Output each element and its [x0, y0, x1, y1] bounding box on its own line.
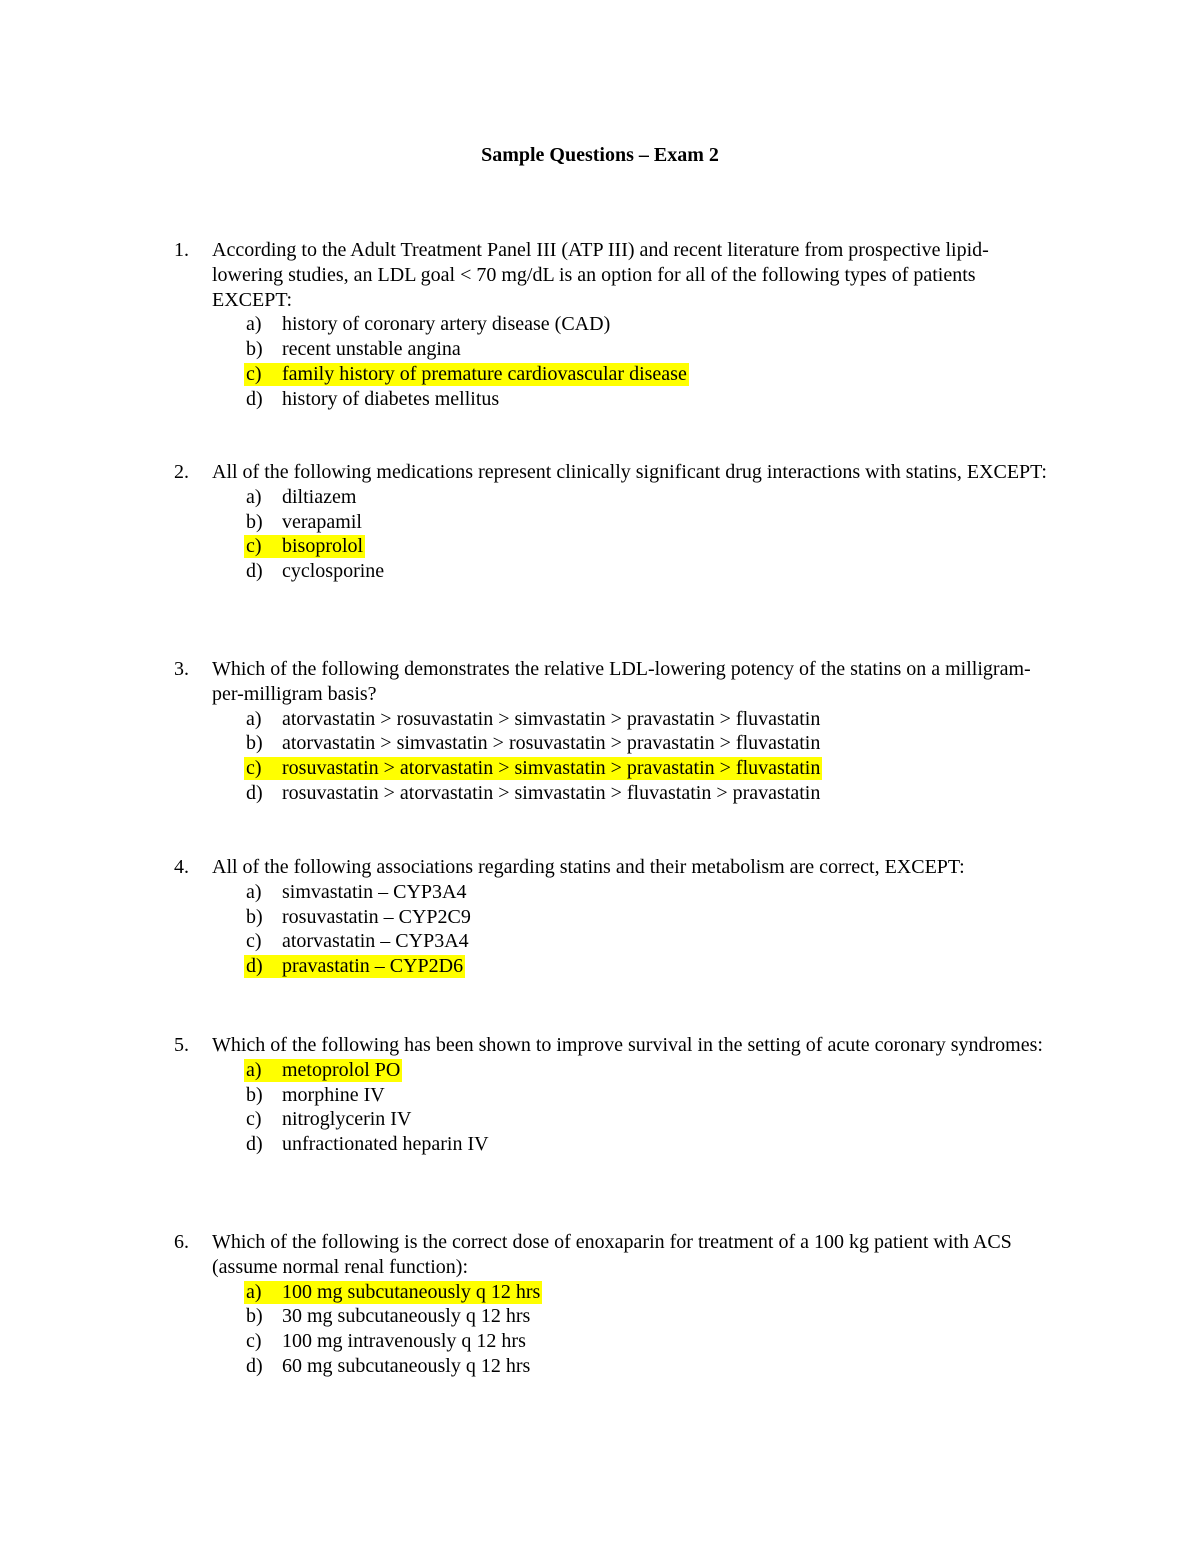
option-letter: c)	[246, 757, 262, 780]
answer-option	[246, 485, 1054, 510]
answer-option	[246, 510, 1054, 535]
option-letter: a)	[246, 880, 262, 903]
option-letter: a)	[246, 1058, 262, 1081]
option-text: rosuvastatin > atorvastatin > simvastatin > pravastatin > fluvastatin	[282, 757, 821, 780]
question-text: All of the following associations regarding statins and their metabolism are correct, EXCEPT:	[212, 856, 965, 878]
option-letter: c)	[246, 362, 262, 385]
option-text: rosuvastatin > atorvastatin > simvastatin > fluvastatin > pravastatin	[282, 781, 821, 804]
option-text: atorvastatin > rosuvastatin > simvastatin > pravastatin > fluvastatin	[282, 707, 821, 730]
answer-options	[174, 485, 1054, 584]
option-letter: c)	[246, 1330, 262, 1353]
option-text: cyclosporine	[282, 560, 385, 583]
option-letter: d)	[246, 781, 263, 804]
option-letter: a)	[246, 313, 262, 336]
option-letter: b)	[246, 1083, 263, 1106]
question-3	[174, 657, 1054, 806]
question-6	[174, 1230, 1054, 1379]
option-letter: b)	[246, 1305, 263, 1328]
option-text: pravastatin – CYP2D6	[282, 955, 464, 978]
option-letter: d)	[246, 1354, 263, 1377]
answer-options	[174, 707, 1054, 806]
option-text: nitroglycerin IV	[282, 1108, 412, 1131]
answer-option	[246, 1107, 1054, 1132]
question-text: Which of the following is the correct dose of enoxaparin for treatment of a 100 kg patient with ACS (assume normal renal function):	[212, 1231, 1017, 1278]
answer-option-correct	[246, 756, 1054, 781]
page-title: Sample Questions – Exam 2	[481, 144, 719, 166]
option-text: bisoprolol	[282, 535, 364, 558]
option-letter: b)	[246, 732, 263, 755]
question-number: 2.	[174, 461, 189, 483]
option-text: atorvastatin > simvastatin > rosuvastatin > pravastatin > fluvastatin	[282, 732, 821, 755]
option-letter: d)	[246, 1133, 263, 1156]
option-text: metoprolol PO	[282, 1058, 401, 1081]
question-text: All of the following medications represent clinically significant drug interactions with statins, EXCEPT:	[212, 461, 1047, 483]
answer-options	[174, 312, 1054, 411]
option-text: history of coronary artery disease (CAD)	[282, 313, 611, 336]
answer-option-correct	[246, 362, 1054, 387]
question-text: According to the Adult Treatment Panel III (ATP III) and recent literature from prospective lipid-lowering studies, an LDL goal < 70 mg/dL is an option for all of the following types of patients EXCEPT:	[212, 239, 989, 311]
option-text: 60 mg subcutaneously q 12 hrs	[282, 1354, 531, 1377]
question-4	[174, 855, 1054, 979]
option-text: unfractionated heparin IV	[282, 1133, 489, 1156]
option-text: diltiazem	[282, 485, 357, 508]
question-stem	[174, 460, 1054, 485]
question-stem	[174, 1230, 1054, 1280]
answer-option	[246, 929, 1054, 954]
option-letter: b)	[246, 905, 263, 928]
answer-option	[246, 1083, 1054, 1108]
question-text: Which of the following has been shown to improve survival in the setting of acute coronary syndromes:	[212, 1034, 1043, 1056]
option-text: simvastatin – CYP3A4	[282, 880, 467, 903]
answer-option	[246, 905, 1054, 930]
question-2	[174, 460, 1054, 584]
question-number: 5.	[174, 1034, 189, 1056]
option-text: 100 mg subcutaneously q 12 hrs	[282, 1280, 541, 1303]
option-letter: c)	[246, 535, 262, 558]
answer-option	[246, 1354, 1054, 1379]
option-text: morphine IV	[282, 1083, 385, 1106]
option-text: family history of premature cardiovascular disease	[282, 362, 687, 385]
option-letter: c)	[246, 930, 262, 953]
question-stem	[174, 657, 1054, 707]
option-text: verapamil	[282, 510, 362, 533]
option-text: history of diabetes mellitus	[282, 387, 500, 410]
option-letter: c)	[246, 1108, 262, 1131]
option-letter: b)	[246, 338, 263, 361]
option-letter: a)	[246, 1280, 262, 1303]
option-letter: d)	[246, 560, 263, 583]
answer-option	[246, 731, 1054, 756]
answer-options	[174, 1058, 1054, 1157]
answer-option	[246, 707, 1054, 732]
option-letter: d)	[246, 387, 263, 410]
question-stem	[174, 238, 1054, 312]
question-5	[174, 1033, 1054, 1157]
answer-option-correct	[246, 534, 1054, 559]
answer-option-correct	[246, 954, 1054, 979]
option-letter: a)	[246, 485, 262, 508]
question-stem	[174, 1033, 1054, 1058]
answer-options	[174, 880, 1054, 979]
option-letter: b)	[246, 510, 263, 533]
answer-option	[246, 559, 1054, 584]
answer-option	[246, 1329, 1054, 1354]
question-number: 6.	[174, 1231, 189, 1253]
answer-option-correct	[246, 1280, 1054, 1305]
question-number: 4.	[174, 856, 189, 878]
answer-option	[246, 880, 1054, 905]
option-text: 100 mg intravenously q 12 hrs	[282, 1330, 526, 1353]
option-letter: a)	[246, 707, 262, 730]
option-text: 30 mg subcutaneously q 12 hrs	[282, 1305, 531, 1328]
answer-options	[174, 1280, 1054, 1379]
question-stem	[174, 855, 1054, 880]
option-text: recent unstable angina	[282, 338, 461, 361]
answer-option-correct	[246, 1058, 1054, 1083]
answer-option	[246, 387, 1054, 412]
option-letter: d)	[246, 955, 263, 978]
answer-option	[246, 1304, 1054, 1329]
question-1	[174, 238, 1054, 412]
answer-option	[246, 312, 1054, 337]
option-text: atorvastatin – CYP3A4	[282, 930, 469, 953]
answer-option	[246, 1132, 1054, 1157]
option-text: rosuvastatin – CYP2C9	[282, 905, 471, 928]
question-text: Which of the following demonstrates the relative LDL-lowering potency of the statins on a milligram-per-milligram basis?	[212, 658, 1031, 705]
answer-option	[246, 781, 1054, 806]
question-number: 1.	[174, 239, 189, 261]
answer-option	[246, 337, 1054, 362]
question-number: 3.	[174, 658, 189, 680]
